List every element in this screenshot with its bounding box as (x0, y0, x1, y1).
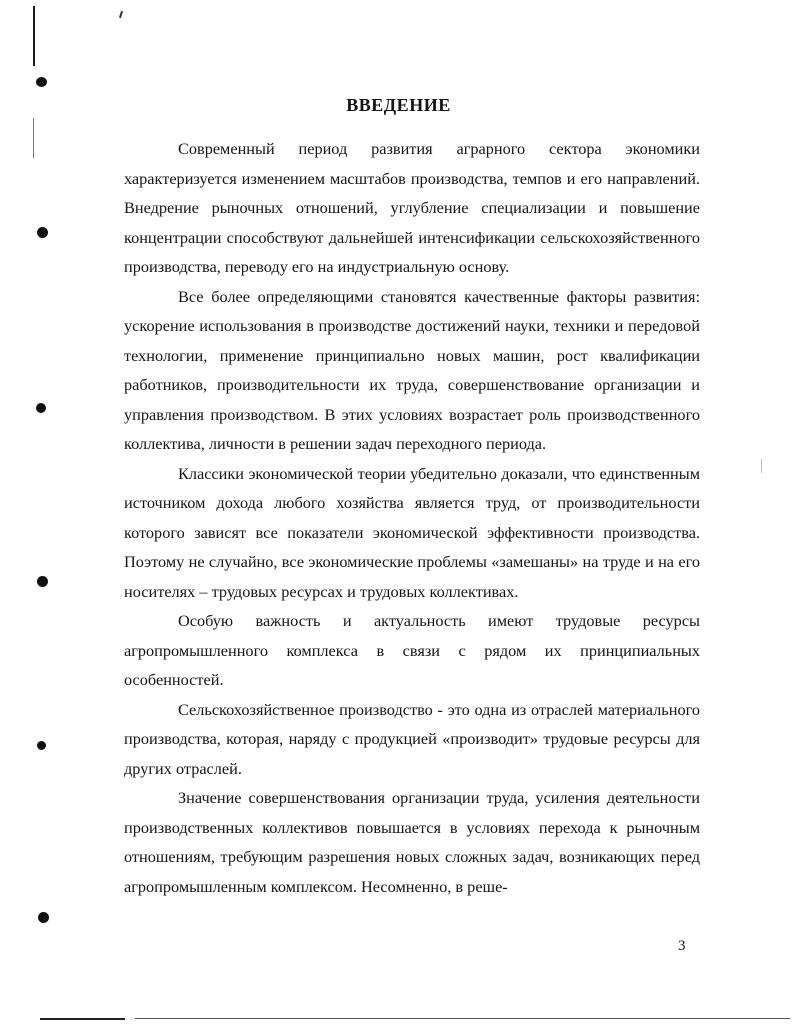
binding-hole (37, 741, 46, 750)
binding-hole (38, 912, 49, 923)
binding-hole (36, 77, 47, 87)
paragraph: Классики экономической теории убедительно доказали, что единственным источником дохода любого хозяйства является труд, от производительности которого зависят все показатели экономической эффективности производства. Поэтому не случайно, все экономические проблемы «замешаны» на труде и на его носителях – трудовых ресурсах и трудовых коллективах. (124, 463, 700, 601)
page-number: 3 (678, 938, 686, 954)
page-title: ВВЕДЕНИЕ (346, 95, 451, 115)
paragraph: Значение совершенствования организации труда, усиления деятельности производственных коллективов повышается в условиях перехода к рыночным отношениям, требующим разрешения новых сложных задач, возникающих перед агропромышленным комплексом. Несомненно, в реше- (124, 788, 700, 896)
scan-edge-line (33, 118, 34, 158)
scan-bottom-rule (135, 1018, 790, 1019)
binding-hole (37, 227, 48, 238)
binding-hole (37, 576, 48, 587)
scan-mark (761, 459, 762, 473)
scan-edge-line (33, 6, 35, 66)
paragraph: Все более определяющими становятся качественные факторы развития: ускорение использования в производстве достижений науки, техники и передовой технологии, применение принципиально новых машин, рост квалификации работников, производительности их труда, совершенствование организации и управления производством. В этих условиях возрастает роль производственного коллектива, личности в решении задач переходного периода. (124, 286, 700, 453)
scan-bottom-rule (40, 1018, 125, 1020)
binding-hole (36, 403, 46, 413)
paragraph: Сельскохозяйственное производство - это одна из отраслей материального производства, которая, наряду с продукцией «производит» трудовые ресурсы для других отраслей. (124, 699, 700, 778)
body-text (124, 134, 700, 901)
scan-mark (119, 11, 123, 18)
paragraph: Особую важность и актуальность имеют трудовые ресурсы агропромышленного комплекса в связи с рядом их принципиальных особенностей. (124, 611, 700, 689)
paragraph: Современный период развития аграрного сектора экономики характеризуется изменением масштабов производства, темпов и его направлений. Внедрение рыночных отношений, углубление специализации и повышение концентрации способствуют дальнейшей интенсификации сельскохозяйственного производства, переводу его на индустриальную основу. (124, 139, 700, 276)
